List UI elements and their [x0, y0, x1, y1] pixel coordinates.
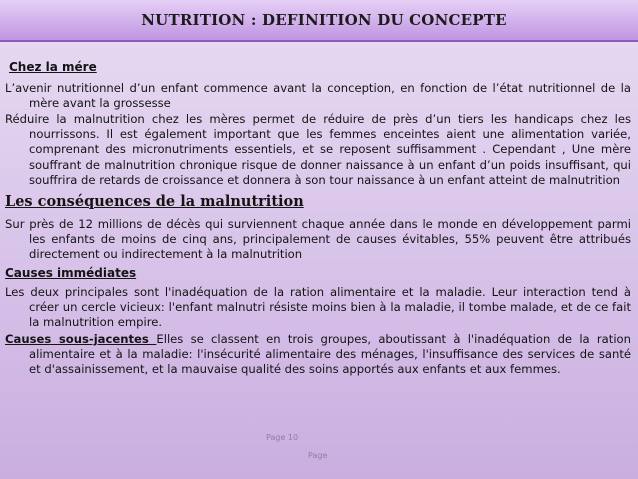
section-heading-mere: Chez la mére — [9, 60, 97, 74]
section-heading-sous-jacentes: Causes sous-jacentes — [5, 331, 157, 346]
slide-title: NUTRITION : DEFINITION DU CONCEPTE — [141, 11, 507, 29]
paragraph-sous-jacentes-text: Elles se classent en trois groupes, aboutissant à l'inadéquation de la ration alimentaire et à la maladie: l'insécurité alimentaire des ménages, l'insuffisance des services de santé et d'assainissement, et la mauvaise qualité des soins apportés aux enfants et aux femmes. — [29, 331, 631, 376]
page-number-label: Page 10 — [266, 433, 299, 442]
paragraph-consequences: Sur près de 12 millions de décès qui surviennent chaque année dans le monde en développement parmi les enfants de moins de cinq ans, principalement de causes évitables, 55% peuvent être attribués directement ou indirectement à la malnutrition — [5, 216, 631, 262]
paragraph-sous-jacentes — [5, 332, 631, 377]
paragraph-mere-1: L’avenir nutritionnel d’un enfant commence avant la conception, en fonction de l’état nutritionnel de la mère avant la grossesse — [5, 81, 631, 111]
section-heading-immediates: Causes immédiates — [5, 266, 137, 281]
section-heading-consequences: Les conséquences de la malnutrition — [5, 192, 304, 210]
paragraph-immediates: Les deux principales sont l'inadéquation de la ration alimentaire et la maladie. Leur interaction tend à créer un cercle vicieux: l'enfant malnutri résiste moins bien à la maladie, il tombe malade, et de ce fait la malnutrition empire. — [5, 285, 631, 330]
title-bar — [0, 0, 638, 42]
paragraph-mere-2: Réduire la malnutrition chez les mères permet de réduire de près d’un tiers les handicaps chez les nourrissons. Il est également important que les femmes enceintes aient une alimentation variée, comprenant des micronutriments essentiels, et se reposent suffisamment . Cependant , Une mère souffrant de malnutrition chronique risque de donner naissance à un enfant d’un poids insuffisant, qui souffrira de retards de croissance et donnera à son tour naissance à un enfant atteint de malnutrition — [5, 112, 631, 187]
slide-content — [5, 48, 631, 378]
page-label-secondary: Page — [308, 451, 328, 460]
